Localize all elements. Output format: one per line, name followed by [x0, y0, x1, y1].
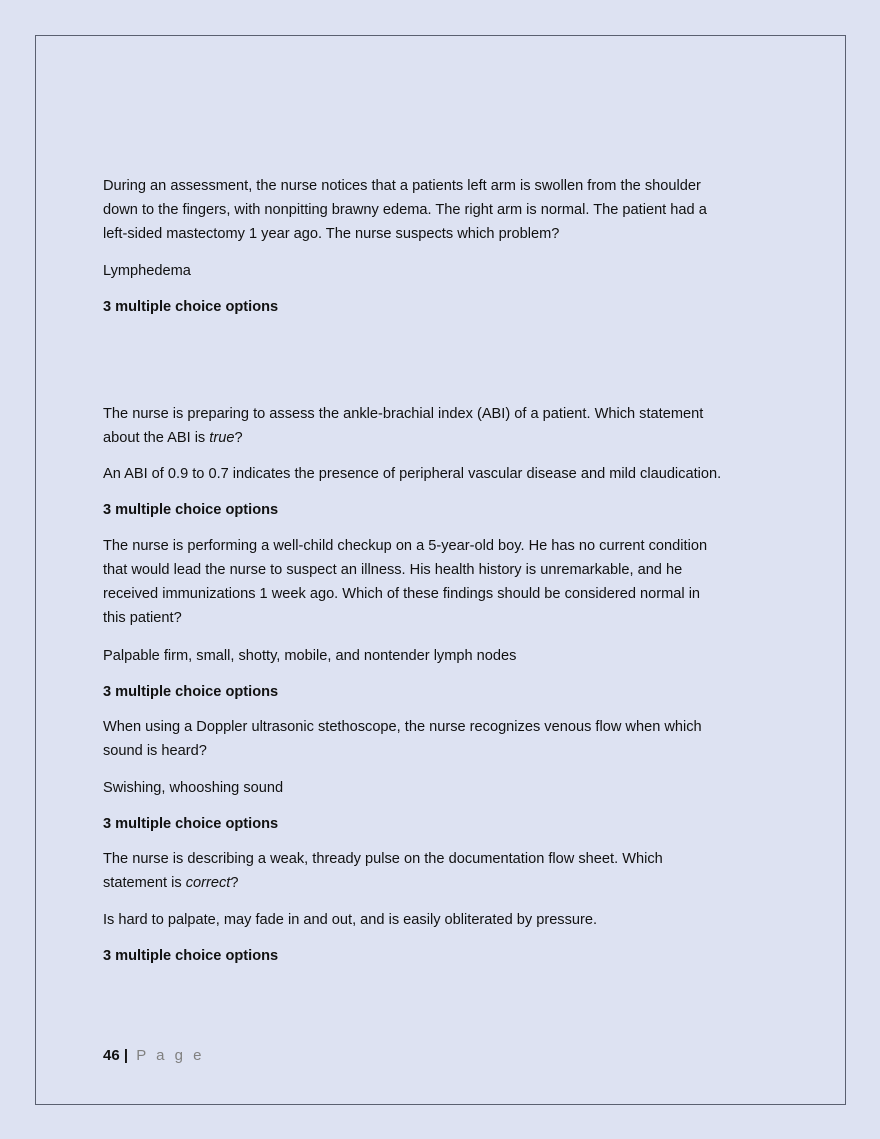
page-footer: [103, 1045, 205, 1067]
answer-2: An ABI of 0.9 to 0.7 indicates the presence of peripheral vascular disease and mild claudication.: [103, 466, 722, 482]
question-line: sound is heard?: [103, 743, 207, 759]
question-2: [103, 402, 803, 450]
question-line: down to the fingers, with nonpitting brawny edema. The right arm is normal. The patient had a: [103, 202, 707, 218]
answer-4: Swishing, whooshing sound: [103, 780, 284, 796]
question-line: that would lead the nurse to suspect an illness. His health history is unremarkable, and he: [103, 562, 683, 578]
text: about the ABI is: [103, 430, 210, 446]
options-label-4: 3 multiple choice options: [103, 816, 279, 832]
text: ?: [230, 875, 239, 891]
question-line: When using a Doppler ultrasonic stethoscope, the nurse recognizes venous flow when which: [103, 719, 702, 735]
answer-1: Lymphedema: [103, 263, 191, 279]
answer-3: Palpable firm, small, shotty, mobile, and nontender lymph nodes: [103, 648, 517, 664]
text: ?: [234, 430, 243, 446]
question-line: The nurse is performing a well-child checkup on a 5-year-old boy. He has no current condition: [103, 538, 708, 554]
emphasis: true: [209, 430, 235, 446]
options-label-2: 3 multiple choice options: [103, 502, 279, 518]
footer-separator: |: [123, 1047, 129, 1064]
options-label-3: 3 multiple choice options: [103, 684, 279, 700]
question-line: received immunizations 1 week ago. Which of these findings should be considered normal in: [103, 586, 701, 602]
question-line: [103, 871, 803, 895]
emphasis: correct: [185, 875, 231, 891]
question-line: [103, 426, 803, 450]
question-line: The nurse is describing a weak, thready pulse on the documentation flow sheet. Which: [103, 851, 663, 867]
options-label-5: 3 multiple choice options: [103, 948, 279, 964]
options-label-1: 3 multiple choice options: [103, 299, 279, 315]
question-1: [103, 174, 803, 246]
answer-5: Is hard to palpate, may fade in and out, and is easily obliterated by pressure.: [103, 912, 598, 928]
page-label: P a g e: [136, 1047, 205, 1064]
page-number: 46: [103, 1047, 120, 1064]
question-line: The nurse is preparing to assess the ankle-brachial index (ABI) of a patient. Which statement: [103, 406, 704, 422]
question-line: left-sided mastectomy 1 year ago. The nurse suspects which problem?: [103, 226, 560, 242]
question-5: [103, 847, 803, 895]
question-line: this patient?: [103, 610, 182, 626]
question-line: During an assessment, the nurse notices that a patients left arm is swollen from the shoulder: [103, 178, 701, 194]
question-4: [103, 715, 803, 763]
text: statement is: [103, 875, 186, 891]
question-3: [103, 534, 803, 630]
